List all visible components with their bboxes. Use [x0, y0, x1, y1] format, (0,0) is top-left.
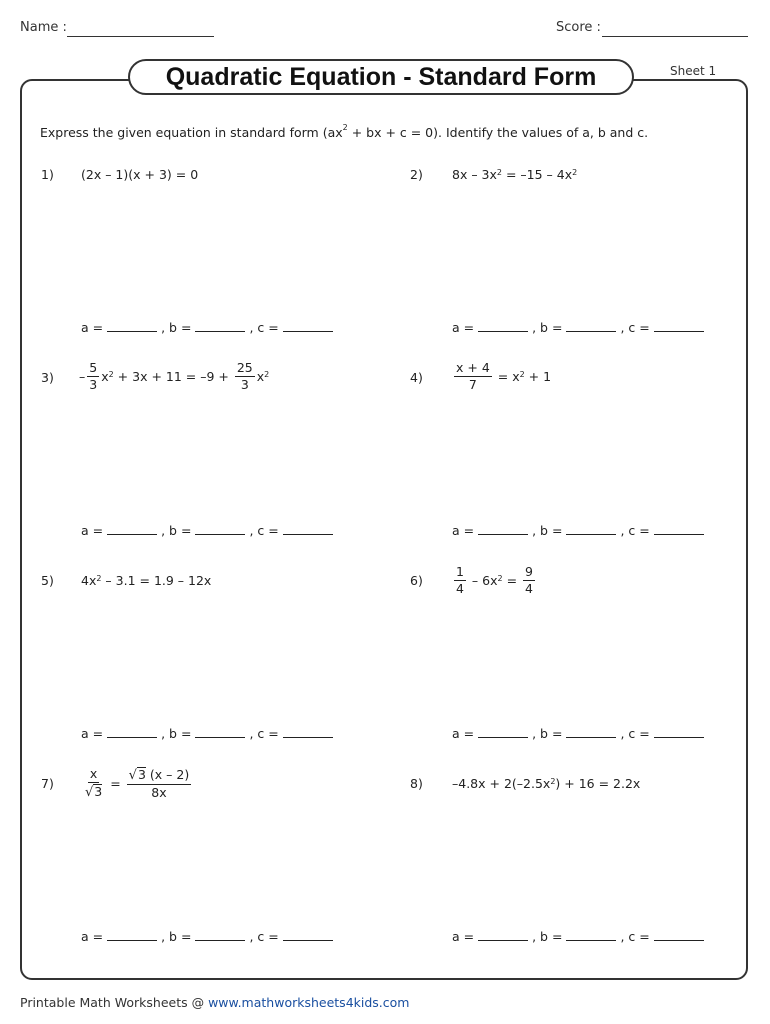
answer-row-5: [81, 726, 337, 741]
b-label: , b =: [161, 929, 192, 944]
b-answer-blank[interactable]: [566, 524, 616, 535]
problem-number: 5): [41, 573, 54, 588]
c-answer-blank[interactable]: [283, 321, 333, 332]
a-answer-blank[interactable]: [107, 321, 157, 332]
b-label: , b =: [532, 726, 563, 741]
problem-number: 4): [410, 370, 423, 385]
b-answer-blank[interactable]: [566, 727, 616, 738]
problem-6-equation: $\frac{1}{4}$ – 6x $^2$ = $\frac{9}{4}$: [456, 564, 533, 596]
answer-row-1: [81, 320, 337, 335]
b-answer-blank[interactable]: [566, 930, 616, 941]
b-label: , b =: [532, 320, 563, 335]
footer-link[interactable]: www.mathworksheets4kids.com: [208, 995, 410, 1010]
problem-number: 3): [41, 370, 54, 385]
b-answer-blank[interactable]: [195, 524, 245, 535]
a-answer-blank[interactable]: [107, 930, 157, 941]
c-label: , c =: [620, 929, 650, 944]
problem-number: 2): [410, 167, 423, 182]
c-label: , c =: [620, 320, 650, 335]
c-answer-blank[interactable]: [654, 321, 704, 332]
b-label: , b =: [532, 523, 563, 538]
problem-number: 6): [410, 573, 423, 588]
c-label: , c =: [249, 320, 279, 335]
sheet-underline: [634, 79, 724, 80]
problem-5-equation: 4x $^2$ – 3.1 = 1.9 – 12x: [81, 573, 212, 588]
a-answer-blank[interactable]: [478, 321, 528, 332]
b-label: , b =: [161, 726, 192, 741]
a-label: a =: [452, 726, 475, 741]
c-label: , c =: [620, 523, 650, 538]
footer-text: Printable Math Worksheets @: [20, 995, 209, 1010]
a-label: a =: [452, 320, 475, 335]
a-label: a =: [452, 929, 475, 944]
instructions: Express the given equation in standard form ($ax^2$ + bx + c = 0). Identify the values of a, b and c.: [40, 123, 649, 140]
problem-4-equation: $\frac{x + 4}{7}$ = x $^2$ + 1: [456, 360, 552, 392]
problem-3-equation: – $\frac{5}{3}$ x $^2$ + 3x + 11 = –9 + $\frac{25}{3}$ x $^2$: [79, 360, 270, 392]
problem-1-equation: (2x – 1)(x + 3) = 0: [81, 167, 199, 182]
a-label: a =: [81, 726, 104, 741]
score-label: Score :: [556, 20, 601, 35]
answer-row-8: [452, 929, 708, 944]
b-label: , b =: [161, 523, 192, 538]
problem-7-equation: $\frac{x}{√3}$ = $\frac{√3 (x - 2)}{8x}$: [85, 766, 190, 800]
name-label: Name :: [20, 20, 67, 35]
c-answer-blank[interactable]: [283, 727, 333, 738]
answer-row-6: [452, 726, 708, 741]
score-field[interactable]: [602, 36, 748, 37]
b-label: , b =: [532, 929, 563, 944]
problem-number: 7): [41, 776, 54, 791]
b-answer-blank[interactable]: [566, 321, 616, 332]
sheet-label: Sheet 1: [670, 64, 717, 78]
a-answer-blank[interactable]: [478, 524, 528, 535]
b-label: , b =: [161, 320, 192, 335]
a-label: a =: [81, 929, 104, 944]
b-answer-blank[interactable]: [195, 321, 245, 332]
footer: [20, 995, 409, 1010]
a-label: a =: [81, 523, 104, 538]
b-answer-blank[interactable]: [195, 930, 245, 941]
c-answer-blank[interactable]: [654, 727, 704, 738]
a-label: a =: [452, 523, 475, 538]
problem-2-equation: 8x – 3x $^2$ = –15 – 4x $^2$: [452, 167, 578, 182]
answer-row-3: [81, 523, 337, 538]
c-label: , c =: [249, 726, 279, 741]
problem-8-equation: –4.8x + 2(–2.5x $^2$ ) + 16 = 2.2x: [452, 776, 641, 791]
a-answer-blank[interactable]: [478, 727, 528, 738]
a-answer-blank[interactable]: [107, 524, 157, 535]
problem-number: 8): [410, 776, 423, 791]
problem-number: 1): [41, 167, 54, 182]
a-answer-blank[interactable]: [107, 727, 157, 738]
page-title: Quadratic Equation - Standard Form: [128, 59, 634, 95]
c-answer-blank[interactable]: [654, 524, 704, 535]
a-label: a =: [81, 320, 104, 335]
c-label: , c =: [249, 929, 279, 944]
a-answer-blank[interactable]: [478, 930, 528, 941]
answer-row-7: [81, 929, 337, 944]
answer-row-2: [452, 320, 708, 335]
c-answer-blank[interactable]: [283, 930, 333, 941]
name-field[interactable]: [67, 36, 214, 37]
c-label: , c =: [620, 726, 650, 741]
c-answer-blank[interactable]: [654, 930, 704, 941]
b-answer-blank[interactable]: [195, 727, 245, 738]
answer-row-4: [452, 523, 708, 538]
c-answer-blank[interactable]: [283, 524, 333, 535]
c-label: , c =: [249, 523, 279, 538]
